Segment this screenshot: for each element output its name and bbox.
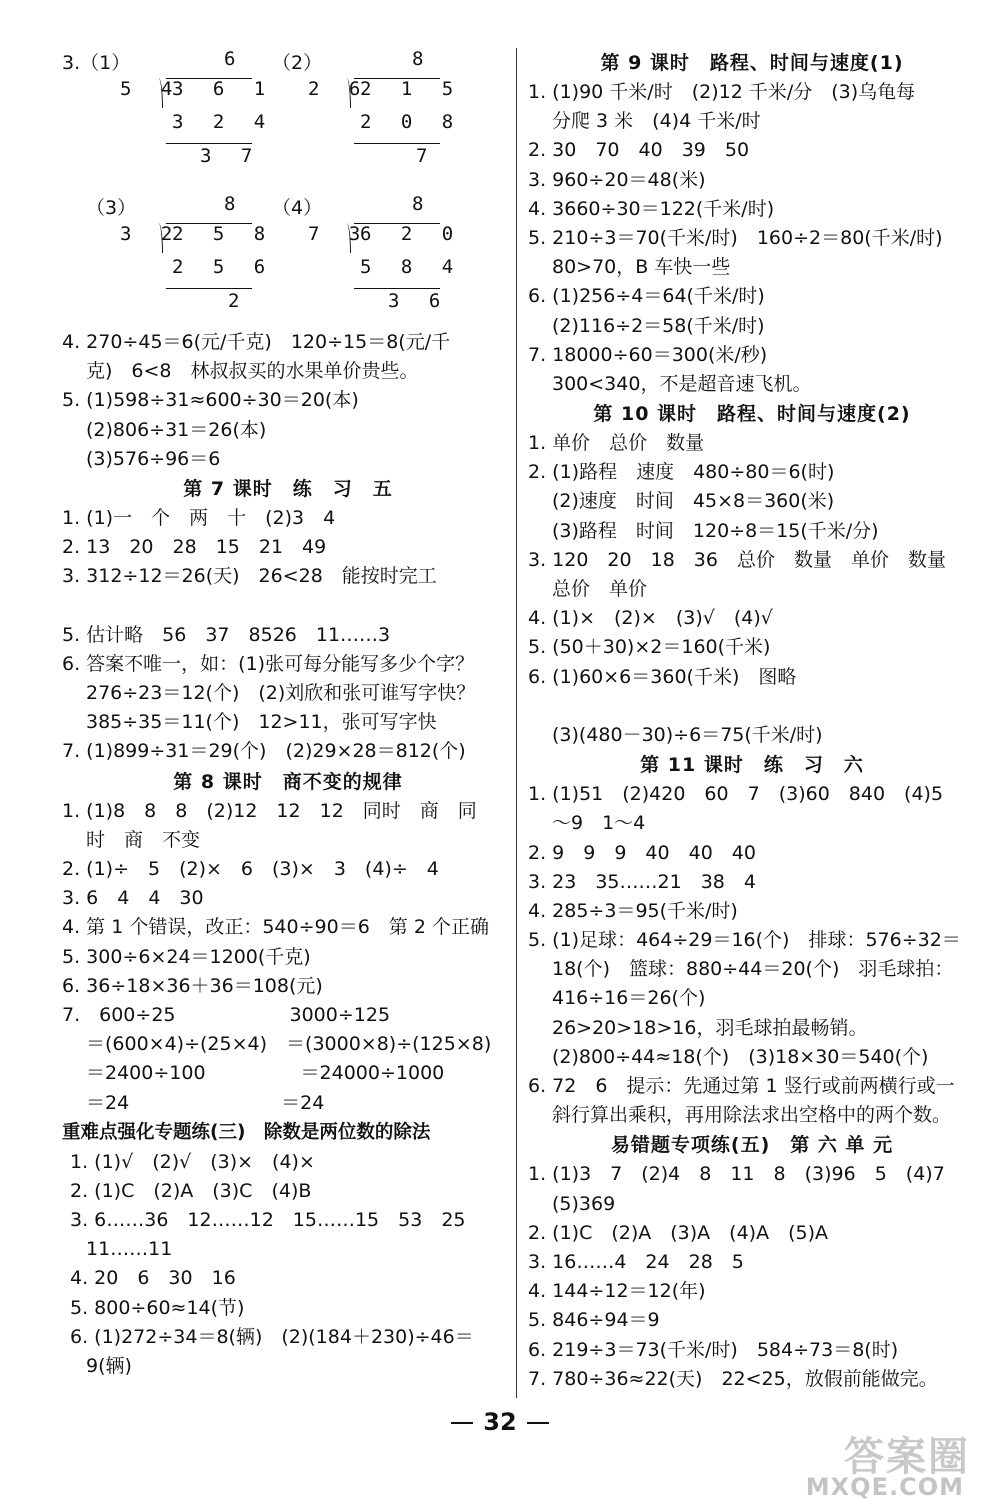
answer-line: (3)(480－30)÷6＝75(千米/时) — [552, 723, 823, 746]
left-column — [62, 48, 514, 1381]
division-label: 3.（1） — [62, 52, 131, 74]
division-rule — [354, 143, 440, 144]
division-divisor: 2 6 — [308, 78, 370, 100]
division-quotient: 6 — [224, 48, 245, 70]
answer-line: 2. 30 70 40 39 50 — [528, 139, 750, 162]
answer-line: 18(个) 篮球：880÷44＝20(个) 羽毛球拍： — [552, 958, 954, 981]
answer-line: 3. 312÷12＝26(天) 26<28 能按时完工 — [62, 565, 437, 588]
answer-line: 4. 3660÷30＝122(千米/时) — [528, 197, 775, 220]
answer-line: (3)576÷96＝6 — [86, 447, 221, 470]
answer-line: 克) 6<8 林叔叔买的水果单价贵些。 — [86, 360, 419, 383]
division-remainder: 7 — [416, 145, 437, 167]
answer-line: 1. 单价 总价 数量 — [528, 432, 705, 455]
long-division-3 — [62, 193, 275, 323]
answer-line: 4. 第 1 个错误，改正：540÷90＝6 第 2 个正确 — [62, 916, 489, 939]
answer-line: 4. 270÷45＝6(元/千克) 120÷15＝8(元/千 — [62, 331, 451, 353]
page-number-text: 32 — [483, 1408, 517, 1436]
long-division-block — [62, 48, 514, 328]
answer-line: 6. (1)272÷34＝8(辆) (2)(184＋230)÷46＝ — [70, 1325, 474, 1348]
watermark-text: 答案圈 — [844, 1434, 970, 1480]
division-dividend: 2 5 8 — [172, 223, 275, 245]
division-dividend: 2 1 5 — [360, 78, 463, 100]
answer-line: 5. (1)足球：464÷29＝16(个) 排球：576÷32＝ — [528, 929, 961, 952]
section-heading-error-practice-5: 易错题专项练(五) 第 六 单 元 — [610, 1134, 894, 1157]
answer-line: 6. 36÷18×36＋36＝108(元) — [62, 974, 323, 997]
division-subtrahend: 2 0 8 — [360, 111, 463, 133]
answer-line: ＝(600×4)÷(25×4) ＝(3000×8)÷(125×8) — [86, 1033, 492, 1056]
division-label: （4） — [272, 197, 323, 219]
dash-left — [451, 1422, 473, 1424]
answer-line: 4. 20 6 30 16 — [70, 1267, 236, 1290]
section-heading-lesson-10: 第 10 课时 路程、时间与速度(2) — [593, 403, 911, 426]
column-divider — [516, 48, 517, 1398]
answer-line — [62, 592, 514, 621]
answer-line: 6. (1)256÷4＝64(千米/时) — [528, 285, 765, 308]
section-heading-lesson-11: 第 11 课时 练 习 六 — [640, 754, 864, 777]
answer-line: ＝2400÷100 ＝24000÷1000 — [86, 1062, 445, 1085]
answer-line: 1. (1)8 8 8 (2)12 12 12 同时 商 同 — [62, 799, 477, 822]
answer-line: 1. (1)一 个 两 十 (2)3 4 — [62, 506, 336, 529]
division-quotient: 8 — [412, 193, 433, 215]
answer-line: 5. 估计略 56 37 8526 11……3 — [62, 623, 391, 646]
answer-line: 3. 6……36 12……12 15……15 53 25 — [70, 1209, 466, 1232]
answer-line — [528, 692, 976, 721]
long-division-2 — [272, 48, 482, 178]
answer-line: (2)800÷44≈18(个) (3)18×30＝540(个) — [552, 1045, 929, 1068]
division-dividend: 6 2 0 — [360, 223, 463, 245]
division-label: （3） — [86, 197, 137, 219]
answer-line: 2. (1)路程 速度 480÷80＝6(时) — [528, 461, 835, 484]
division-subtrahend: 5 8 4 — [360, 256, 463, 278]
long-division-4 — [272, 193, 482, 323]
division-rule — [166, 288, 252, 289]
section-heading-special-3: 重难点强化专题练(三) 除数是两位数的除法 — [62, 1121, 431, 1143]
answer-line: ～9 1～4 — [552, 812, 646, 835]
division-quotient: 8 — [224, 193, 245, 215]
division-label: （2） — [272, 52, 323, 74]
answer-line: 2. (1)C (2)A (3)A (4)A (5)A — [528, 1221, 828, 1244]
division-divisor: 3 2 — [120, 223, 182, 245]
watermark-url: MXQE.COM — [805, 1473, 964, 1501]
answer-line: (2)速度 时间 45×8＝360(米) — [552, 490, 835, 513]
section-heading-lesson-9: 第 9 课时 路程、时间与速度(1) — [600, 52, 904, 74]
division-rule — [354, 288, 440, 289]
division-subtrahend: 3 2 4 — [172, 111, 275, 133]
watermark-logo — [795, 1425, 970, 1505]
answer-line: (2)806÷31＝26(本) — [86, 418, 267, 441]
answer-line: 7. 780÷36≈22(天) 22<25，放假前能做完。 — [528, 1367, 938, 1390]
section-heading-lesson-8: 第 8 课时 商不变的规律 — [173, 770, 403, 793]
answer-line: (5)369 — [552, 1192, 616, 1215]
answer-line: ＝24 ＝24 — [86, 1091, 325, 1114]
dash-right — [527, 1422, 549, 1424]
answer-line: 4. 144÷12＝12(年) — [528, 1280, 706, 1303]
answer-line: 分爬 3 米 (4)4 千米/时 — [552, 110, 761, 133]
answer-line: 3. 6 4 4 30 — [62, 887, 204, 910]
answer-line: 5. 846÷94＝9 — [528, 1309, 660, 1332]
answer-line: 3. 960÷20＝48(米) — [528, 168, 706, 191]
answer-line: (2)116÷2＝58(千米/时) — [552, 314, 765, 337]
answer-line: 7. (1)899÷31＝29(个) (2)29×28＝812(个) — [62, 740, 466, 763]
answer-line: 80>70，B 车快一些 — [552, 256, 731, 279]
division-divisor: 5 4 — [120, 78, 182, 100]
answer-line: 2. 13 20 28 15 21 49 — [62, 536, 327, 559]
answer-line: 1. (1)√ (2)√ (3)× (4)× — [70, 1150, 315, 1173]
division-divisor: 7 3 — [308, 223, 370, 245]
answer-line: 11……11 — [86, 1238, 173, 1261]
division-remainder: 3 7 — [200, 145, 262, 167]
division-dividend: 3 6 1 — [172, 78, 275, 100]
answer-line: 2. (1)÷ 5 (2)× 6 (3)× 3 (4)÷ 4 — [62, 858, 439, 880]
answer-line: 7. 18000÷60＝300(米/秒) — [528, 343, 768, 366]
answer-line: 6. 219÷3＝73(千米/时) 584÷73＝8(时) — [528, 1338, 899, 1361]
answer-line: 2. (1)C (2)A (3)C (4)B — [70, 1179, 312, 1202]
answer-line: 1. (1)51 (2)420 60 7 (3)60 840 (4)5 — [528, 783, 944, 806]
answer-line: 9(辆) — [86, 1355, 132, 1377]
answer-line: 2. 9 9 9 40 40 40 — [528, 841, 756, 864]
answer-line: 416÷16＝26(个) — [552, 987, 706, 1010]
answer-line: 5. (50＋30)×2＝160(千米) — [528, 636, 771, 659]
answer-line: 1. (1)90 千米/时 (2)12 千米/分 (3)乌龟每 — [528, 81, 916, 103]
division-remainder: 3 6 — [388, 290, 450, 312]
answer-line: 斜行算出乘积，再用除法求出空格中的两个数。 — [552, 1104, 952, 1127]
answer-line: 5. 800÷60≈14(节) — [70, 1296, 245, 1319]
answer-line: (3)路程 时间 120÷8＝15(千米/分) — [552, 519, 879, 542]
long-division-1 — [62, 48, 275, 178]
answer-line: 385÷35＝11(个) 12>11，张可写字快 — [86, 711, 437, 734]
answer-line: 3. 23 35……21 38 4 — [528, 870, 756, 893]
answer-line: 时 商 不变 — [86, 828, 201, 851]
answer-line: 4. (1)× (2)× (3)√ (4)√ — [528, 607, 773, 630]
answer-line: 5. 210÷3＝70(千米/时) 160÷2＝80(千米/时) — [528, 226, 943, 249]
division-remainder: 2 — [228, 290, 249, 312]
answer-line: 5. 300÷6×24＝1200(千克) — [62, 945, 311, 968]
answer-line: 300<340，不是超音速飞机。 — [552, 372, 812, 395]
answer-line: 6. 答案不唯一，如：(1)张可每分能写多少个字？ — [62, 652, 475, 675]
answer-line: 6. (1)60×6＝360(千米) 图略 — [528, 665, 797, 688]
answer-line: 4. 285÷3＝95(千米/时) — [528, 899, 738, 922]
section-heading-lesson-7: 第 7 课时 练 习 五 — [183, 477, 393, 500]
answer-line: 3. 16……4 24 28 5 — [528, 1250, 744, 1273]
answer-line: 26>20>18>16，羽毛球拍最畅销。 — [552, 1016, 868, 1039]
right-column — [528, 48, 976, 1394]
division-rule — [166, 143, 252, 144]
answer-line: 6. 72 6 提示：先通过第 1 竖行或前两横行或一 — [528, 1075, 955, 1097]
division-subtrahend: 2 5 6 — [172, 256, 275, 278]
answer-line: 7. 600÷25 3000÷125 — [62, 1003, 391, 1026]
division-quotient: 8 — [412, 48, 433, 70]
answer-line: 总价 单价 — [552, 578, 648, 600]
answer-line: 5. (1)598÷31≈600÷30＝20(本) — [62, 389, 359, 412]
answer-line: 3. 120 20 18 36 总价 数量 单价 数量 — [528, 548, 946, 571]
answer-line: 1. (1)3 7 (2)4 8 11 8 (3)96 5 (4)7 — [528, 1163, 945, 1186]
answer-line: 276÷23＝12(个) (2)刘欣和张可谁写字快？ — [86, 682, 476, 705]
